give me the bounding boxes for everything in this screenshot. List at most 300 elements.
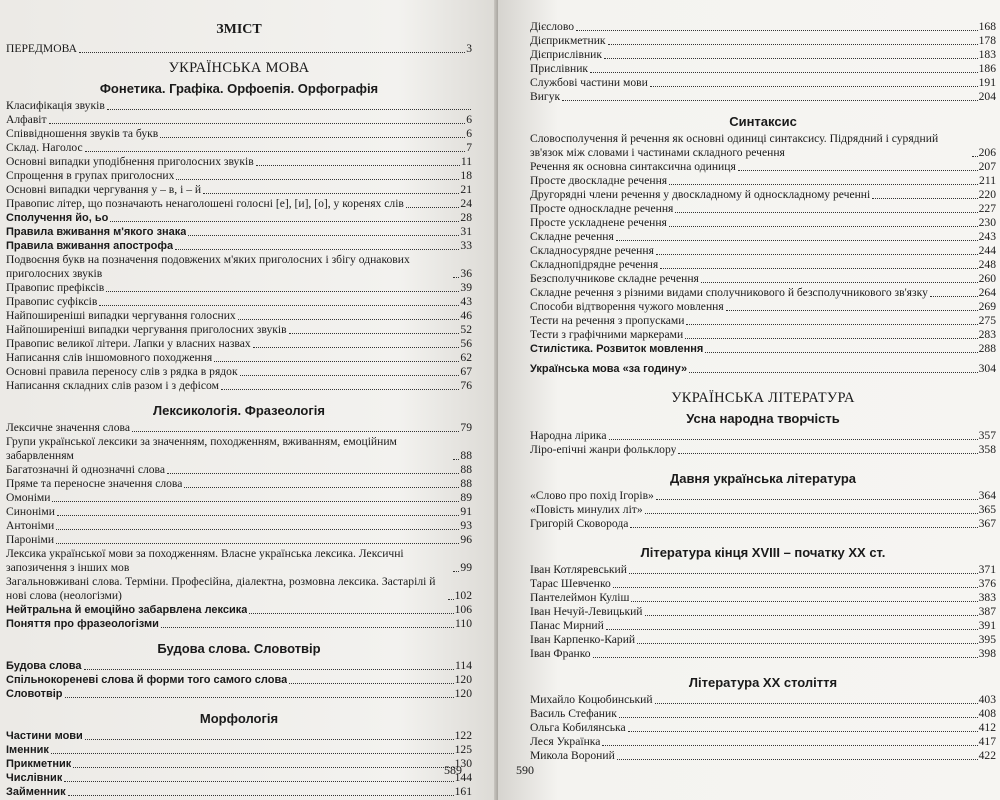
leader-dots [406,207,460,208]
toc-entry-label: Найпоширеніші випадки чергування приголосних звуків [6,323,287,336]
leader-dots [65,697,454,698]
toc-entry[interactable] [530,90,996,104]
toc-entry-page: 260 [978,272,996,285]
subsection-heading: Фонетика. Графіка. Орфоепія. Орфографія [99,81,379,96]
leader-dots [631,601,977,602]
leader-dots [132,431,459,432]
toc-entry[interactable] [6,225,472,239]
toc-entry-label: Найпоширеніші випадки чергування голосних [6,309,236,322]
leader-dots [972,156,978,157]
toc-entry-page: 357 [978,429,996,442]
toc-entry-preface[interactable]: ПЕРЕДМОВА 3 [6,42,472,55]
toc-entry-label: Просте односкладне речення [530,202,674,215]
toc-entry[interactable] [530,721,996,735]
subsection-heading: Література XX століття [688,675,838,690]
leader-dots [660,268,977,269]
toc-entry-label: Синоніми [6,505,55,518]
leader-dots [203,193,459,194]
toc-entry-page: 248 [978,258,996,271]
toc-entry-label: Вигук [530,90,561,103]
toc-entry[interactable] [6,127,472,141]
toc-entry[interactable] [6,505,472,519]
toc-entry-label: Основні випадки чергування у – в, і – й [6,183,202,196]
toc-entry-label: Леся Українка [530,735,601,748]
leader-dots [289,683,453,684]
toc-entry-page: 244 [978,244,996,257]
toc-entry[interactable] [6,281,472,295]
leader-dots [110,221,459,222]
toc-entry-page: 91 [460,505,472,518]
leader-dots [56,543,459,544]
toc-entry[interactable] [6,519,472,533]
toc-entry[interactable] [6,421,472,435]
leader-dots [240,375,460,376]
toc-entry-label: «Слово про похід Ігорів» [530,489,654,502]
toc-entry-page: 417 [978,735,996,748]
toc-entry-label: Микола Вороний [530,749,615,762]
toc-entry[interactable] [530,258,996,272]
leader-dots [249,613,453,614]
toc-entry-label: Поняття про фразеологізми [6,618,159,630]
subsection-heading: Література кінця XVIII – початку XX ст. [640,545,886,560]
toc-entry-label: Іван Котляревський [530,563,627,576]
toc-entry[interactable] [6,155,472,169]
subsection-heading: Будова слова. Словотвір [157,641,321,656]
leader-dots [84,669,455,670]
toc-entry[interactable] [6,673,472,687]
toc-entry-label: Просте двоскладне речення [530,174,668,187]
toc-entry-page: 130 [454,757,472,770]
toc-entry-page: 46 [460,309,472,322]
toc-entry[interactable] [6,113,472,127]
toc-entry-label: Іван Карпенко-Карий [530,633,636,646]
leader-dots [628,731,978,732]
toc-entry-page: 387 [978,605,996,618]
toc-entry-label: Складнопідрядне речення [530,258,659,271]
toc-entry[interactable] [530,20,996,34]
toc-entry-label: Безсполучникове складне речення [530,272,699,285]
toc-entry[interactable] [6,365,472,379]
toc-entry-label: Алфавіт [6,113,47,126]
toc-entry-page: 114 [455,659,472,672]
leader-dots [57,515,460,516]
leader-dots [56,529,459,530]
toc-entry-label: Лексичне значення слова [6,421,130,434]
leader-dots [613,587,978,588]
leader-dots [253,347,460,348]
toc-entry-page: 207 [978,160,996,173]
toc-entry-page: 230 [978,216,996,229]
leader-dots [616,240,978,241]
toc-entry-page: 33 [460,239,472,252]
toc-entry-page: 18 [460,169,472,182]
toc-entry[interactable] [530,230,996,244]
toc-entry-page: 168 [978,20,996,33]
toc-entry-page: 358 [978,443,996,456]
toc-entry-page: 269 [978,300,996,313]
leader-dots [609,439,978,440]
toc-entry[interactable] [530,707,996,721]
toc-entry-label: Написання складних слів разом і з дефісом [6,379,219,392]
toc-entry-stylistics[interactable]: Стилістика. Розвиток мовлення 288 [530,342,996,355]
leader-dots [453,459,459,460]
toc-entry-label: Правопис великої літери. Лапки у власних назвах [6,337,251,350]
toc-entry-page: 125 [454,743,472,756]
toc-entry-page: 371 [978,563,996,576]
toc-entry[interactable] [6,659,472,673]
toc-entry-page: 28 [460,211,472,224]
leader-dots [650,86,978,87]
toc-entry[interactable] [6,197,472,211]
toc-entry-label: Співвідношення звуків та букв [6,127,159,140]
toc-entry-label: Іван Франко [530,647,591,660]
toc-entry-page: 39 [460,281,472,294]
leader-dots [726,310,978,311]
toc-entry-label: Правопис префіксів [6,281,105,294]
toc-entry-page: 96 [460,533,472,546]
toc-entry-page: 89 [460,491,472,504]
toc-entry-page: 21 [460,183,472,196]
toc-entry[interactable] [530,443,996,457]
toc-entry-label: Василь Стефаник [530,707,617,720]
leader-dots [448,599,454,600]
page-number-left: 589 [444,763,462,777]
toc-entry-label: Ліро-епічні жанри фольклору [530,443,677,456]
toc-entry-page: 144 [454,771,472,784]
toc-entry-page: 31 [460,225,472,238]
toc-entry-page: 93 [460,519,472,532]
toc-entry-label: Другорядні члени речення у двоскладному й односкладному реченні [530,188,871,201]
toc-entry-label: Сполучення йо, ьо [6,212,109,224]
toc-entry-page: 211 [979,174,996,187]
toc-entry-label: Панас Мирний [530,619,604,632]
toc-entry[interactable] [6,533,472,547]
toc-entry-label: Тести на речення з пропусками [530,314,685,327]
toc-entry[interactable] [530,34,996,48]
leader-dots [453,571,459,572]
toc-entry[interactable] [6,379,472,393]
toc-entry[interactable] [530,517,996,531]
toc-entry-label: Прикметник [6,758,72,770]
right-page [498,0,1000,800]
leader-dots [656,499,978,500]
leader-dots [675,212,977,213]
toc-entry[interactable] [6,729,472,743]
toc-entry[interactable] [530,188,996,202]
toc-entry-page: 191 [978,76,996,89]
toc-entry-label: Тарас Шевченко [530,577,611,590]
toc-entry-page: 62 [460,351,472,364]
toc-entry-label: Речення як основна синтаксична одиниця [530,160,736,173]
toc-entry-label: Правопис літер, що позначають ненаголошені голосні [е], [и], [о], у коренях слів [6,197,404,210]
toc-entry-page: 365 [978,503,996,516]
toc-entry-label: Пантелеймон Куліш [530,591,630,604]
toc-entry[interactable] [6,477,472,491]
toc-entry-label: Ольга Кобилянська [530,721,626,734]
toc-entry-page: 403 [978,693,996,706]
toc-entry-label: Іменник [6,744,49,756]
leader-dots [85,151,466,152]
toc-entry-label: Словосполучення й речення як основні одиниці синтаксису. Підрядний і сурядний зв'язок між словами і частинами складного речення [530,132,939,159]
toc-entry[interactable] [530,160,996,174]
toc-entry[interactable] [530,48,996,62]
toc-entry-label: Правопис суфіксів [6,295,98,308]
toc-entry-label: Дієприслівник [530,48,602,61]
toc-entry-page: 178 [978,34,996,47]
toc-entry-label: Нейтральна й емоційно забарвлена лексика [6,604,248,616]
toc-entry[interactable] [6,295,472,309]
leader-dots [669,184,978,185]
toc-entry-label: Основні правила переносу слів з рядка в рядок [6,365,238,378]
leader-dots [617,759,978,760]
leader-dots [51,753,454,754]
leader-dots [685,338,977,339]
toc-entry[interactable] [530,216,996,230]
leader-dots [107,109,471,110]
leader-dots [637,643,977,644]
toc-entry-page: 220 [978,188,996,201]
leader-dots [160,137,465,138]
toc-entry-page: 88 [460,463,472,476]
toc-entry-label: Григорій Сковорода [530,517,629,530]
toc-entry[interactable] [530,272,996,286]
leader-dots [678,453,977,454]
toc-entry[interactable] [6,211,472,225]
toc-entry-page: 7 [466,141,472,154]
toc-entry[interactable] [530,429,996,443]
toc-entry[interactable] [530,300,996,314]
toc-entry-page: 67 [460,365,472,378]
toc-entry[interactable] [6,491,472,505]
toc-entry-page: 204 [978,90,996,103]
section-heading-ukrainian-literature: УКРАЇНСЬКА ЛІТЕРАТУРА [671,390,855,406]
toc-entry-page: 11 [460,155,472,168]
toc-entry-page: 186 [978,62,996,75]
toc-entry[interactable] [6,239,472,253]
leader-dots [645,513,978,514]
leader-dots [872,198,977,199]
toc-entry-page: 120 [454,673,472,686]
toc-entry[interactable] [6,183,472,197]
leader-dots [453,277,459,278]
toc-entry[interactable] [6,687,472,701]
toc-entry-page: 88 [460,449,472,462]
toc-entry-page: 376 [978,577,996,590]
leader-dots [606,629,978,630]
leader-dots [289,333,460,334]
toc-entry[interactable] [6,603,472,617]
toc-entry[interactable] [530,244,996,258]
toc-entry-label: Словотвір [6,688,63,700]
toc-entry-page: 6 [466,113,472,126]
toc-entry[interactable] [6,253,472,281]
toc-entry[interactable] [6,141,472,155]
toc-entry-label: Складне речення [530,230,614,243]
subsection-heading: Давня українська література [669,471,857,486]
toc-entry-page: 24 [460,197,472,210]
toc-entry[interactable] [530,489,996,503]
leader-dots [167,473,459,474]
subsection-heading: Лексикологія. Фразеологія [153,403,325,418]
toc-entry[interactable] [530,605,996,619]
leader-dots [221,389,459,390]
toc-entry[interactable] [530,202,996,216]
leader-dots [669,226,978,227]
toc-entry-label: Правила вживання апострофа [6,240,174,252]
toc-entry[interactable] [6,323,472,337]
section-heading-ukrainian-language: УКРАЇНСЬКА МОВА [168,60,310,76]
toc-entry-label: Лексика української мови за походженням. Власне українська лексика. Лексичні запозичення з інших мов [6,547,404,574]
toc-entry[interactable] [6,547,472,575]
toc-entry-label: Омоніми [6,491,51,504]
toc-entry-label: Тести з графічними маркерами [530,328,684,341]
toc-entry-label: Складне речення з різними видами сполучникового й безсполучникового зв'язку [530,286,928,299]
toc-entry-label: Антоніми [6,519,55,532]
toc-entry-page: 408 [978,707,996,720]
leader-dots [656,254,978,255]
leader-dots [562,100,977,101]
toc-entry[interactable] [530,328,996,342]
toc-entry-label: Багатозначні й однозначні слова [6,463,166,476]
toc-entry-label: Михайло Коцюбинський [530,693,653,706]
toc-entry-page: 283 [978,328,996,341]
toc-entry[interactable] [6,463,472,477]
toc-entry-label: Народна лірика [530,429,607,442]
toc-entry[interactable] [530,619,996,633]
toc-entry[interactable] [530,647,996,661]
toc-entry-page: 79 [460,421,472,434]
toc-entry-label: Службові частини мови [530,76,648,89]
leader-dots [619,717,978,718]
toc-entry-page: 364 [978,489,996,502]
toc-entry-page: 227 [978,202,996,215]
toc-entry-page: 110 [455,617,472,630]
toc-entry[interactable] [6,169,472,183]
toc-entry-page: 275 [978,314,996,327]
leader-dots [629,573,978,574]
page-number-right: 590 [516,763,534,777]
toc-entry-page: 395 [978,633,996,646]
leader-dots [161,627,454,628]
toc-entry[interactable] [6,435,472,463]
toc-entry-page: 122 [454,729,472,742]
left-page [0,0,498,800]
leader-dots [64,781,453,782]
leader-dots [184,487,459,488]
toc-entry-label: Пряме та переносне значення слова [6,477,183,490]
toc-entry[interactable] [530,503,996,517]
toc-entry-page: 88 [460,477,472,490]
toc-entry[interactable] [530,132,996,160]
toc-entry-label: Загальновживані слова. Терміни. Професійна, діалектна, розмовна лексика. Застарілі й нові слова (неологізми) [6,575,436,602]
toc-entry[interactable] [6,743,472,757]
toc-entry-label: Спільнокореневі слова й форми того самого слова [6,674,288,686]
toc-entry[interactable] [530,563,996,577]
leader-dots [85,739,454,740]
leader-dots [655,703,978,704]
toc-entry[interactable] [530,633,996,647]
toc-entry-label: Пароніми [6,533,55,546]
toc-entry-label: Спрощення в групах приголосних [6,169,175,182]
toc-entry-label: Просте ускладнене речення [530,216,667,229]
subsection-heading: Морфологія [199,711,279,726]
toc-entry-page: 383 [978,591,996,604]
leader-dots [608,44,978,45]
toc-entry-page: 367 [978,517,996,530]
toc-entry-label: Складносурядне речення [530,244,654,257]
toc-entry[interactable] [6,771,472,785]
toc-entry[interactable] [6,309,472,323]
leader-dots [256,165,460,166]
toc-entry[interactable] [530,693,996,707]
toc-entry-page: 43 [460,295,472,308]
toc-entry-label: Основні випадки уподібнення приголосних звуків [6,155,254,168]
toc-entry-label: Дієприкметник [530,34,606,47]
toc-entry-page: 120 [454,687,472,700]
leader-dots [701,282,978,283]
toc-entry-label: Способи відтворення чужого мовлення [530,300,724,313]
leader-dots [593,657,978,658]
subsection-heading: Усна народна творчість [686,411,840,426]
toc-entry-label: Дієслово [530,20,575,33]
toc-entry-page: 398 [978,647,996,660]
toc-entry[interactable] [6,617,472,631]
toc-entry[interactable] [6,337,472,351]
leader-dots [645,615,978,616]
toc-entry[interactable] [530,749,996,763]
toc-entry[interactable] [530,314,996,328]
toc-entry[interactable] [530,591,996,605]
toc-entry-page: 243 [978,230,996,243]
toc-entry[interactable] [530,174,996,188]
toc-entry-label: Числівник [6,772,63,784]
toc-entry-page: 99 [460,561,472,574]
toc-entry-label: «Повість минулих літ» [530,503,643,516]
toc-entry-page: 52 [460,323,472,336]
toc-entry[interactable] [530,76,996,90]
toc-entry-page: 106 [454,603,472,616]
toc-entry[interactable] [530,62,996,76]
toc-entry[interactable] [530,577,996,591]
toc-entry-page: 6 [466,127,472,140]
leader-dots [175,249,459,250]
subsection-heading-syntax: Синтаксис [729,114,797,129]
toc-entry-hour[interactable]: Українська мова «за годину» 304 [530,362,996,375]
leader-dots [930,296,978,297]
leader-dots [73,767,453,768]
leader-dots [52,501,459,502]
toc-entry-label: Написання слів іншомовного походження [6,351,213,364]
toc-entry-page: 422 [978,749,996,762]
toc-entry[interactable] [6,757,472,771]
toc-entry-label: Будова слова [6,660,82,672]
toc-entry-label: Правила вживання м'якого знака [6,226,187,238]
leader-dots [738,170,978,171]
leader-dots [106,291,459,292]
toc-entry[interactable] [6,99,472,113]
leader-dots [214,361,459,362]
toc-entry-page: 391 [978,619,996,632]
leader-dots [686,324,977,325]
toc-entry[interactable]: Займенник 161 [6,785,472,798]
toc-entry[interactable] [530,735,996,749]
toc-entry[interactable] [6,351,472,365]
toc-entry[interactable] [6,575,472,603]
toc-entry[interactable] [530,286,996,300]
toc-entry-label: Склад. Наголос [6,141,83,154]
toc-entry-page: 183 [978,48,996,61]
toc-entry-label: Частини мови [6,730,83,742]
